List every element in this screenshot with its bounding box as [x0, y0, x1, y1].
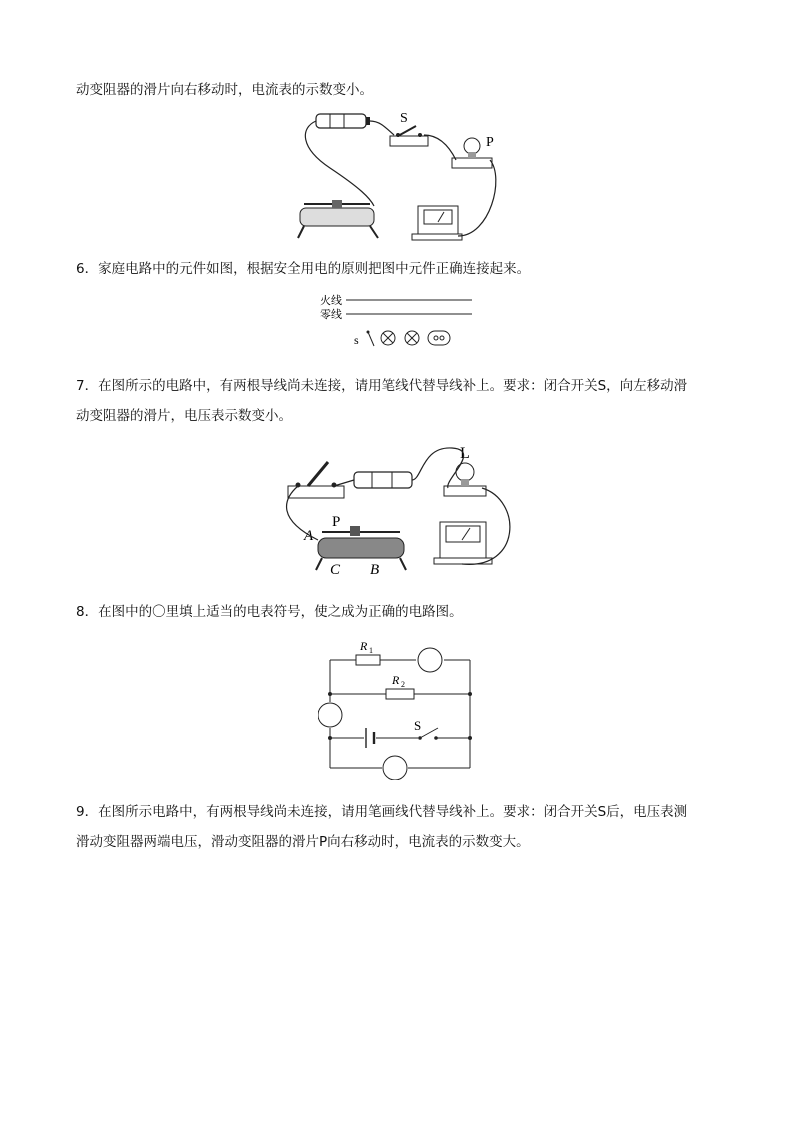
neutral-line-label: 零线	[320, 309, 342, 321]
label-r2-sub: 2	[401, 680, 405, 689]
label-l: L	[460, 445, 470, 462]
voltmeter-icon	[434, 522, 492, 564]
resistor-r1-icon	[356, 655, 380, 665]
battery-icon	[316, 114, 370, 128]
label-b: B	[370, 562, 380, 578]
question-6-text: 6．家庭电路中的元件如图，根据安全用电的原则把图中元件正确连接起来。	[76, 261, 531, 277]
circuit-figure-q5	[290, 108, 510, 250]
label-a: A	[304, 528, 314, 544]
question-9-line-1: 9．在图所示电路中，有两根导线尚未连接，请用笔画线代替导线补上。要求：闭合开关S后，电压表测	[76, 804, 688, 820]
rheostat-icon	[298, 200, 378, 238]
meter-blank-top	[418, 648, 442, 672]
switch-icon	[390, 126, 428, 146]
label-r2: R	[392, 673, 400, 687]
fire-line-label: 火线	[320, 295, 342, 307]
lamp-icon	[381, 331, 395, 345]
label-p: P	[486, 135, 494, 150]
label-r1: R	[360, 639, 368, 653]
lamp-icon	[405, 331, 419, 345]
question-7-line-1: 7．在图所示的电路中，有两根导线尚未连接，请用笔线代替导线补上。要求：闭合开关S，向左移动滑	[76, 378, 688, 394]
meter-blank-bottom	[383, 756, 407, 780]
socket-icon	[428, 331, 450, 345]
question-8-text: 8．在图中的〇里填上适当的电表符号，使之成为正确的电路图。	[76, 604, 463, 620]
battery-icon	[366, 728, 374, 748]
label-s: S	[400, 111, 408, 126]
label-p: P	[332, 514, 341, 530]
circuit-diagram-q8	[318, 636, 478, 780]
label-s: S	[414, 718, 422, 733]
resistor-r2-icon	[386, 689, 414, 699]
battery-icon	[354, 472, 412, 488]
question-9-line-2: 滑动变阻器两端电压，滑动变阻器的滑片P向右移动时，电流表的示数变大。	[76, 834, 530, 850]
meter-blank-left	[318, 703, 342, 727]
label-c: C	[330, 562, 341, 578]
circuit-figure-q7	[272, 440, 532, 580]
question-7-line-2: 动变阻器的滑片，电压表示数变小。	[76, 408, 292, 424]
switch-icon	[367, 331, 375, 347]
household-circuit-figure	[316, 290, 486, 352]
label-r1-sub: 1	[369, 646, 373, 655]
intro-text: 动变阻器的滑片向右移动时，电流表的示数变小。	[76, 82, 373, 98]
ammeter-icon	[412, 206, 462, 240]
switch-icon	[288, 462, 344, 498]
switch-label: s	[354, 333, 359, 347]
